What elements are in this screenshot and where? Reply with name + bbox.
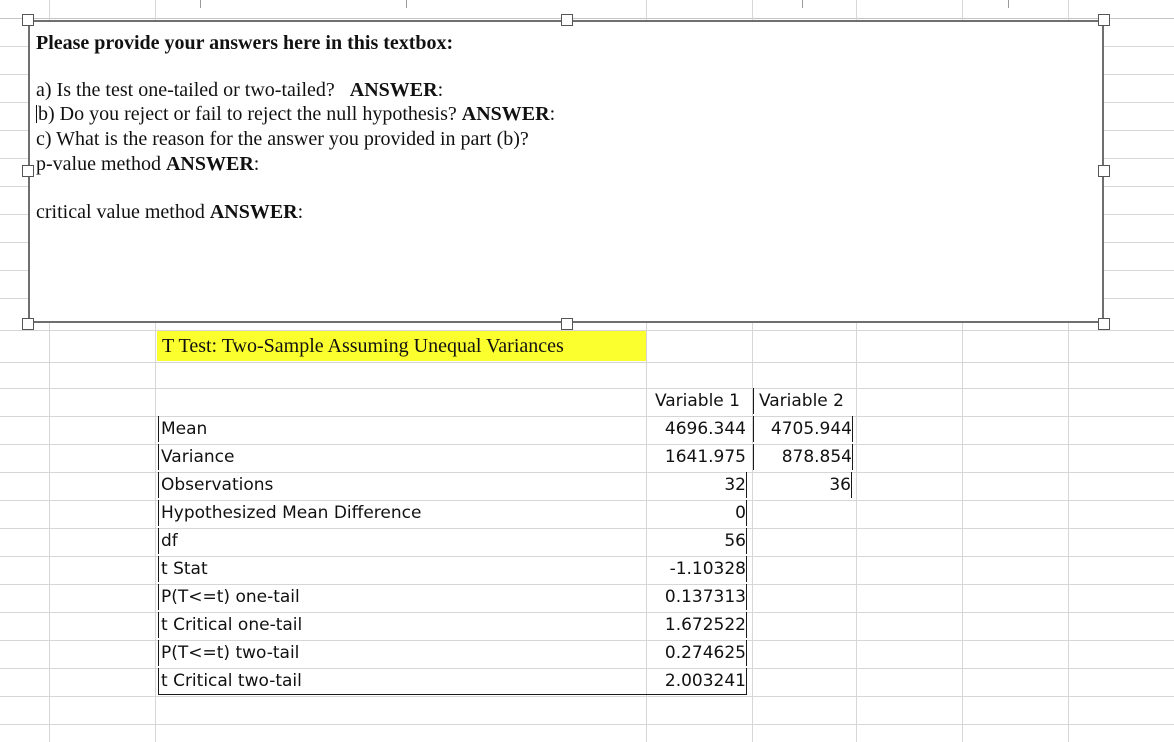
colon: :: [297, 201, 304, 223]
resize-handle-middle-right[interactable]: [1098, 165, 1110, 177]
resize-handle-top-left[interactable]: [22, 14, 34, 26]
variable-1-header[interactable]: Variable 1: [654, 391, 740, 411]
answer-textbox[interactable]: [28, 20, 1104, 323]
resize-handle-bottom-center[interactable]: [561, 318, 573, 330]
t-stat-var1[interactable]: -1.10328: [646, 556, 747, 582]
resize-handle-bottom-right[interactable]: [1098, 318, 1110, 330]
resize-handle-top-center[interactable]: [561, 14, 573, 26]
grid-row-line: [0, 696, 1174, 697]
table-title-cell[interactable]: T Test: Two-Sample Assuming Unequal Variances: [157, 331, 646, 361]
pvalue-method-line: [36, 153, 259, 176]
question-a-text: a) Is the test one-tailed or two-tailed?: [36, 79, 335, 101]
row-label-p-two-tail[interactable]: P(T<=t) two-tail: [158, 640, 746, 666]
question-a-answer-label: ANSWER: [349, 79, 438, 101]
row-label-observations[interactable]: Observations: [158, 472, 746, 498]
p-two-tail-var1[interactable]: 0.274625: [646, 640, 747, 666]
variable-2-header[interactable]: Variable 2: [753, 388, 844, 414]
resize-handle-bottom-left[interactable]: [22, 318, 34, 330]
row-label-t-critical-two-tail[interactable]: t Critical two-tail: [158, 668, 746, 695]
text-cursor: [36, 105, 37, 123]
column-header-line: [0, 18, 1174, 19]
variance-var2[interactable]: 878.854: [753, 444, 853, 470]
observations-var1[interactable]: 32: [646, 472, 747, 498]
resize-handle-top-right[interactable]: [1098, 14, 1110, 26]
row-label-t-stat[interactable]: t Stat: [158, 556, 746, 582]
df-var1[interactable]: 56: [646, 528, 747, 554]
textbox-heading: Please provide your answers here in this textbox:: [36, 32, 454, 54]
row-label-t-critical-one-tail[interactable]: t Critical one-tail: [158, 612, 746, 638]
question-b: [36, 103, 555, 126]
grid-row-line: [0, 724, 1174, 725]
mean-var2[interactable]: 4705.944: [753, 416, 853, 442]
variance-var1[interactable]: 1641.975: [664, 447, 746, 467]
row-label-variance[interactable]: Variance: [158, 444, 746, 470]
mean-var1[interactable]: 4696.344: [664, 419, 746, 439]
colon: :: [253, 153, 260, 175]
row-label-p-one-tail[interactable]: P(T<=t) one-tail: [158, 584, 746, 610]
p-one-tail-var1[interactable]: 0.137313: [646, 584, 747, 610]
t-critical-two-tail-var1[interactable]: 2.003241: [646, 668, 747, 695]
critical-method-label: critical value method: [36, 201, 205, 223]
header-divider: [1008, 0, 1009, 8]
pvalue-answer-label: ANSWER: [165, 153, 254, 175]
critical-value-method-line: [36, 201, 303, 224]
critical-answer-label: ANSWER: [209, 201, 298, 223]
grid-row-line: [0, 388, 1174, 389]
pvalue-method-label: p-value method: [36, 153, 161, 175]
colon: :: [437, 79, 444, 101]
header-divider: [406, 0, 407, 8]
row-label-mean[interactable]: Mean: [158, 416, 746, 442]
question-a: [36, 79, 443, 102]
colon: :: [549, 103, 556, 125]
hmd-var1[interactable]: 0: [646, 500, 747, 526]
row-label-hypothesized-mean-difference[interactable]: Hypothesized Mean Difference: [158, 500, 746, 526]
header-divider: [802, 0, 803, 8]
observations-var2[interactable]: 36: [753, 472, 852, 498]
t-critical-one-tail-var1[interactable]: 1.672522: [646, 612, 747, 638]
resize-handle-middle-left[interactable]: [22, 165, 34, 177]
header-divider: [200, 0, 201, 8]
question-b-answer-label: ANSWER: [461, 103, 550, 125]
row-label-df[interactable]: df: [158, 528, 746, 554]
question-b-text: b) Do you reject or fail to reject the null hypothesis?: [38, 103, 457, 125]
question-c: c) What is the reason for the answer you provided in part (b)?: [36, 128, 529, 150]
grid-row-line: [0, 362, 1174, 363]
